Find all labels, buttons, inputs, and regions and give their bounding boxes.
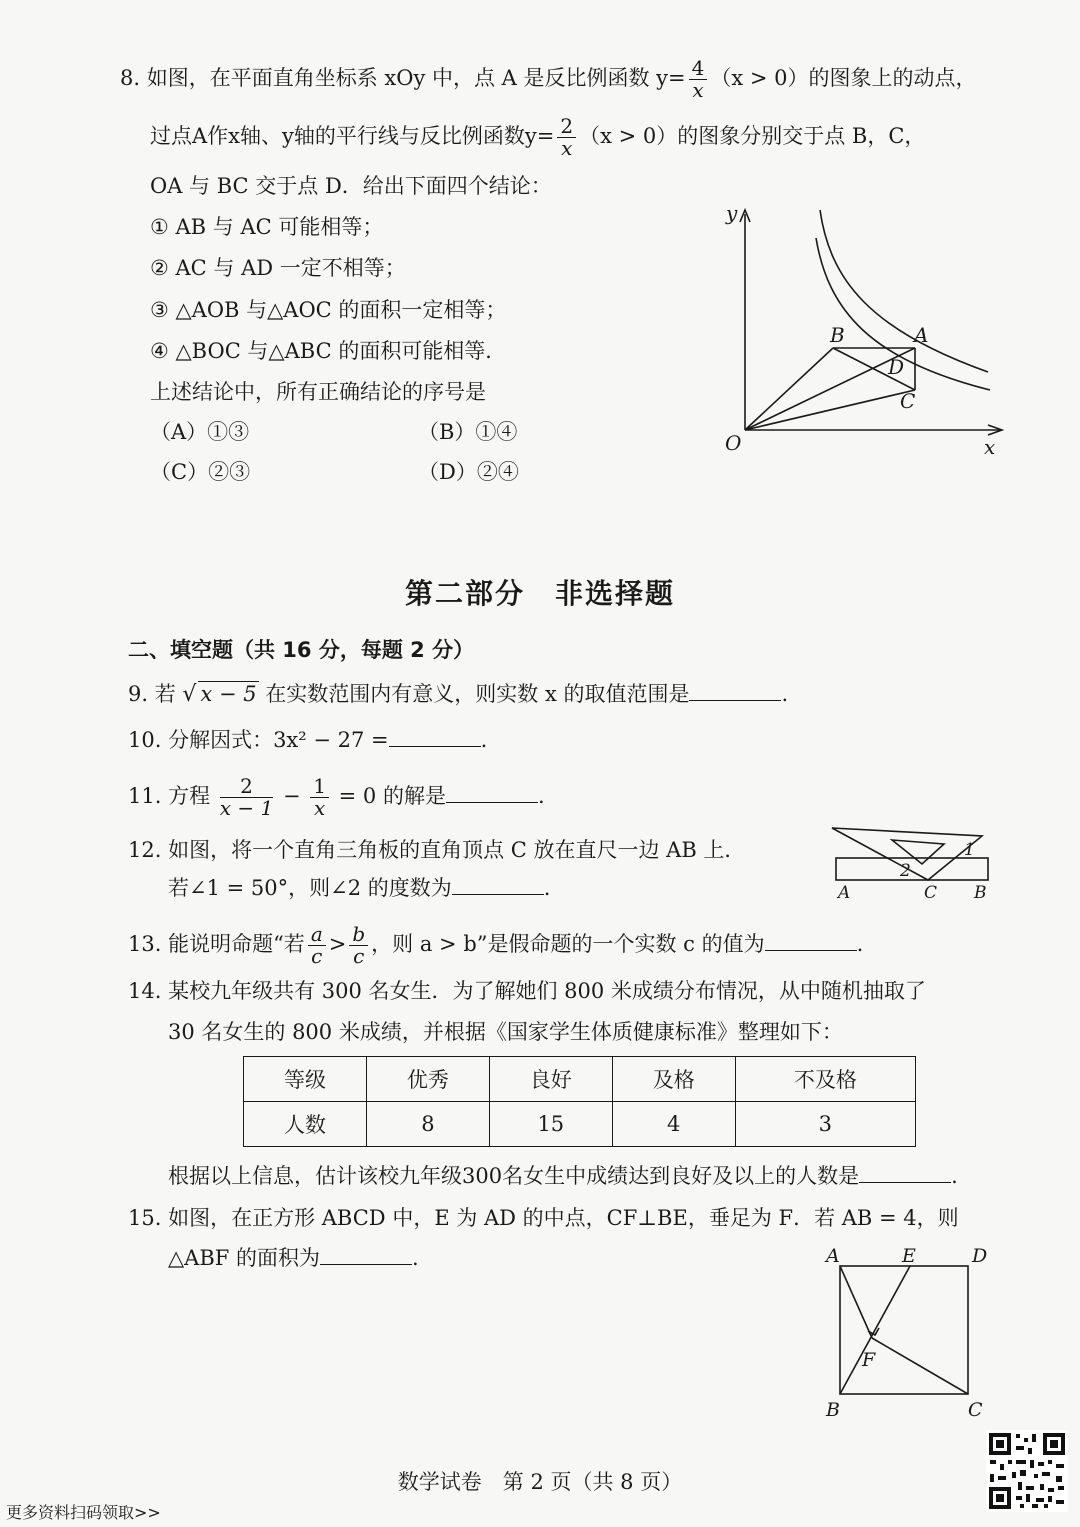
label-c: C (900, 389, 916, 413)
label-x: x (984, 435, 996, 459)
table-cell: 3 (735, 1102, 915, 1147)
q13-end: . (856, 932, 864, 956)
q11 (128, 776, 545, 819)
q13-post: ，则 a > b”是假命题的一个实数 c 的值为 (371, 932, 765, 956)
q8-option-c: （C）②③ (150, 460, 251, 484)
q9-end: . (781, 682, 789, 706)
q11-fraction-1: $\frac{2}{x - 1}$ (219, 774, 274, 820)
q13-gt: > (328, 932, 347, 956)
q8-figure (720, 200, 1020, 460)
q8-line2-text: 过点A作x轴、y轴的平行线与反比例函数y= (150, 124, 555, 148)
q11-minus: − (282, 784, 301, 808)
q8-conclusion-2: ② AC 与 AD 一定不相等； (150, 256, 406, 280)
table-cell: 4 (612, 1102, 735, 1147)
q12-end: . (543, 876, 551, 900)
q8-conclusion-3: ③ △AOB 与△AOC 的面积一定相等； (150, 298, 507, 322)
q8-line2-tail: （x > 0）的图象分别交于点 B，C， (579, 124, 926, 148)
q13-fraction-b-over-c: $\frac{b}{c}$ (349, 924, 368, 967)
q13-pre: 13. 能说明命题“若 (128, 932, 305, 956)
table-cell: 15 (489, 1102, 612, 1147)
q8-conclusion-4: ④ △BOC 与△ABC 的面积可能相等． (150, 339, 507, 363)
q13-answer-blank[interactable] (765, 950, 857, 951)
q12-line2 (168, 874, 550, 902)
label-angle-1: 1 (964, 840, 975, 860)
q11-end: . (537, 784, 545, 808)
label-a: A (826, 1245, 840, 1267)
q8-line1-text: 8. 如图，在平面直角坐标系 xOy 中，点 A 是反比例函数 y= (120, 66, 686, 90)
label-b: B (826, 1399, 840, 1421)
label-a: A (838, 883, 851, 903)
q10-text: 10. 分解因式：3x² − 27 = (128, 728, 389, 752)
table-cell: 不及格 (735, 1057, 915, 1102)
q15-line1: 15. 如图，在正方形 ABCD 中，E 为 AD 的中点，CF⊥BE，垂足为 F．若 AB = 4，则 (128, 1206, 959, 1230)
q15-figure (820, 1240, 1000, 1422)
table-cell: 优秀 (366, 1057, 489, 1102)
table-cell: 及格 (612, 1057, 735, 1102)
table-row (244, 1102, 916, 1147)
label-b: B (974, 883, 987, 903)
q11-post: = 0 的解是 (338, 784, 446, 808)
sqrt-icon: √ (182, 682, 197, 707)
q8-fraction-4-over-x: $\frac{4}{x}$ (689, 58, 708, 101)
q8-conclusion-1: ① AB 与 AC 可能相等； (150, 215, 384, 239)
segment-ob (745, 348, 833, 430)
q8-option-b: （B）①④ (418, 420, 518, 444)
q9-pre: 9. 若 (128, 682, 176, 706)
q8-prompt: 上述结论中，所有正确结论的序号是 (150, 380, 486, 404)
q12-line1: 12. 如图，将一个直角三角板的直角顶点 C 放在直尺一边 AB 上． (128, 838, 746, 862)
segment-be (840, 1266, 910, 1394)
table-cell: 良好 (489, 1057, 612, 1102)
table-cell: 8 (366, 1102, 489, 1147)
q14-end: . (951, 1164, 958, 1188)
section2-heading: 二、填空题（共 16 分，每题 2 分） (128, 638, 475, 662)
q12-answer-blank[interactable] (452, 894, 544, 895)
q11-answer-blank[interactable] (446, 802, 538, 803)
label-angle-2: 2 (900, 861, 911, 881)
q8-option-a: （A）①③ (150, 420, 250, 444)
grade-table (243, 1056, 916, 1147)
label-d: D (972, 1245, 988, 1267)
q14-line3-text: 根据以上信息，估计该校九年级300名女生中成绩达到良好及以上的人数是 (168, 1164, 860, 1188)
q12-line2-text: 若∠1 = 50°，则∠2 的度数为 (168, 876, 452, 900)
page-footer: 数学试卷 第 2 页（共 8 页） (397, 1470, 683, 1494)
table-cell: 人数 (244, 1102, 367, 1147)
segment-af (840, 1266, 872, 1338)
label-b: B (830, 323, 845, 347)
q15-line2 (168, 1244, 419, 1272)
segment-cf (872, 1338, 968, 1394)
q14-line2: 30 名女生的 800 米成绩，并根据《国家学生体质健康标准》整理如下： (168, 1020, 843, 1044)
label-a: A (914, 323, 929, 347)
q10 (128, 726, 487, 754)
corner-note[interactable]: 更多资料扫码领取>> (6, 1503, 161, 1522)
q11-fraction-2: $\frac{1}{x}$ (310, 776, 329, 819)
q11-pre: 11. 方程 (128, 784, 211, 808)
label-f: F (862, 1349, 876, 1371)
table-cell: 等级 (244, 1057, 367, 1102)
q8-option-d: （D）②④ (418, 460, 519, 484)
q8-line1 (120, 58, 977, 101)
q15-answer-blank[interactable] (320, 1264, 412, 1265)
q15-line2-text: △ABF 的面积为 (168, 1246, 320, 1270)
q8-fraction-2-over-x: $\frac{2}{x}$ (557, 116, 576, 159)
label-c: C (924, 883, 938, 903)
q9 (128, 680, 788, 709)
part2-title: 第二部分 非选择题 (404, 577, 675, 610)
label-c: C (968, 1399, 983, 1421)
table-header-row (244, 1057, 916, 1102)
label-o: O (725, 431, 742, 455)
q9-radicand: x − 5 (200, 682, 257, 706)
ruler (836, 858, 988, 880)
square-abcd (840, 1266, 968, 1394)
q10-end: . (480, 728, 488, 752)
q9-answer-blank[interactable] (689, 700, 781, 701)
q8-line2 (150, 116, 925, 159)
q13 (128, 924, 863, 967)
label-y: y (726, 201, 738, 225)
q15-end: . (412, 1246, 419, 1270)
q8-line1-tail: （x > 0）的图象上的动点， (710, 66, 977, 90)
q10-answer-blank[interactable] (389, 746, 481, 747)
q12-figure (826, 822, 996, 904)
segment-oc (745, 390, 915, 430)
q13-fraction-a-over-c: $\frac{a}{c}$ (308, 924, 326, 967)
q8-line3: OA 与 BC 交于点 D．给出下面四个结论： (150, 174, 552, 198)
q14-answer-blank[interactable] (859, 1182, 951, 1183)
q9-post: 在实数范围内有意义，则实数 x 的取值范围是 (265, 682, 690, 706)
label-e: E (902, 1245, 916, 1267)
label-d: D (888, 355, 905, 379)
q14-line3 (168, 1162, 958, 1190)
q14-line1: 14. 某校九年级共有 300 名女生．为了解她们 800 米成绩分布情况，从中随机抽取了 (128, 979, 926, 1003)
